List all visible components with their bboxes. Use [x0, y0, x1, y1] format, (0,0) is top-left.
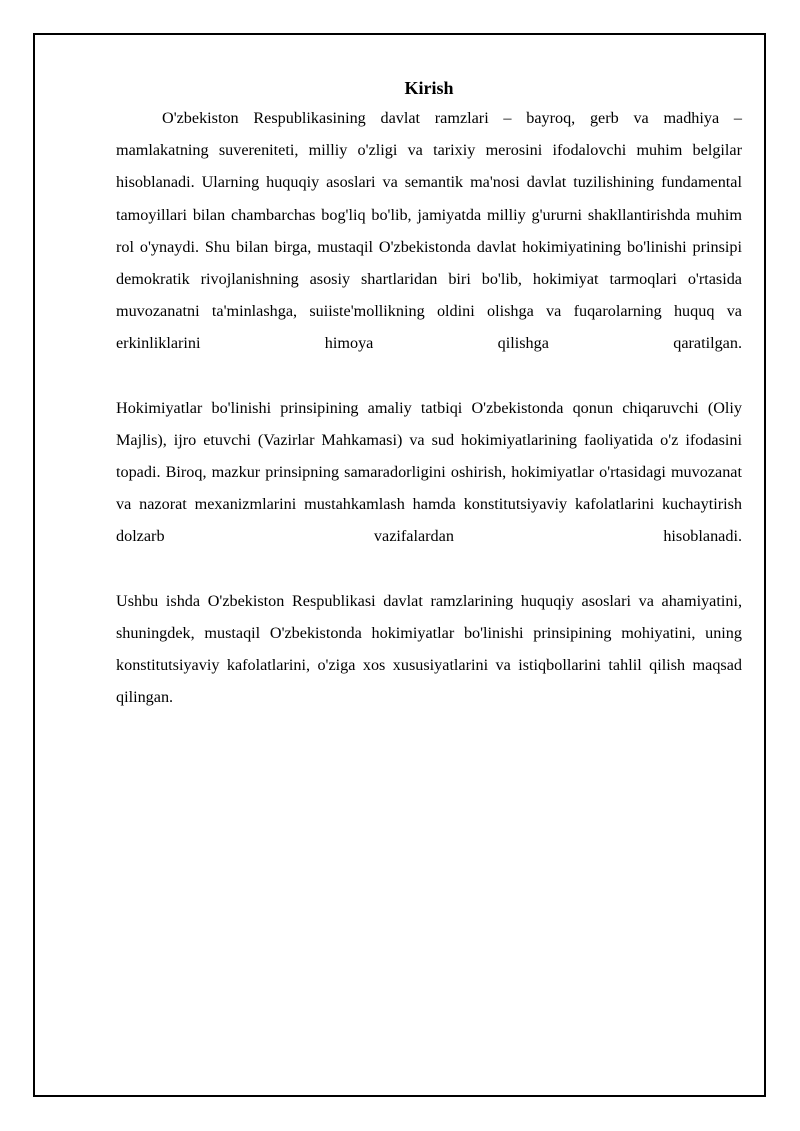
- paragraph-1: O'zbekiston Respublikasining davlat ramzlari – bayroq, gerb va madhiya – mamlakatning suvereniteti, milliy o'zligi va tarixiy merosini ifodalovchi muhim belgilar hisoblanadi. Ularning huquqiy asoslari va semantik ma'nosi davlat tuzilishining fundamental tamoyillari bilan chambarchas bog'liq bo'lib, jamiyatda milliy g'ururni shakllantirishda muhim rol o'ynaydi. Shu bilan birga, mustaqil O'zbekistonda davlat hokimiyatining bo'linishi prinsipi demokratik rivojlanishning asosiy shartlaridan biri bo'lib, hokimiyat tarmoqlari o'rtasida muvozanatni ta'minlashga, suiiste'mollikning oldini olishga va fuqarolarning huquq va erkinliklarini himoya qilishga qaratilgan.: [116, 109, 742, 353]
- paragraph-3: Ushbu ishda O'zbekiston Respublikasi davlat ramzlarining huquqiy asoslari va ahamiyatini, shuningdek, mustaqil O'zbekistonda hokimiyatlar bo'linishi prinsipining mohiyatini, uning konstitutsiyaviy kafolatlarini, o'ziga xos xususiyatlarini va istiqbollarini tahlil qilish maqsad qilingan.: [116, 591, 742, 707]
- paragraph-2: Hokimiyatlar bo'linishi prinsipining amaliy tatbiqi O'zbekistonda qonun chiqaruvchi (Oliy Majlis), ijro etuvchi (Vazirlar Mahkamasi) va sud hokimiyatlarining faoliyatida o'z ifodasini topadi. Biroq, mazkur prinsipning samaradorligini oshirish, hokimiyatlar o'rtasidagi muvozanat va nazorat mexanizmlarini mustahkamlash hamda konstitutsiyaviy kafolatlarini kuchaytirish dolzarb vazifalardan hisoblanadi.: [116, 398, 742, 546]
- document-title: Kirish: [404, 78, 454, 98]
- paragraph-spacer: [116, 360, 742, 392]
- paragraph-spacer: [116, 553, 742, 585]
- document-body: [116, 74, 742, 713]
